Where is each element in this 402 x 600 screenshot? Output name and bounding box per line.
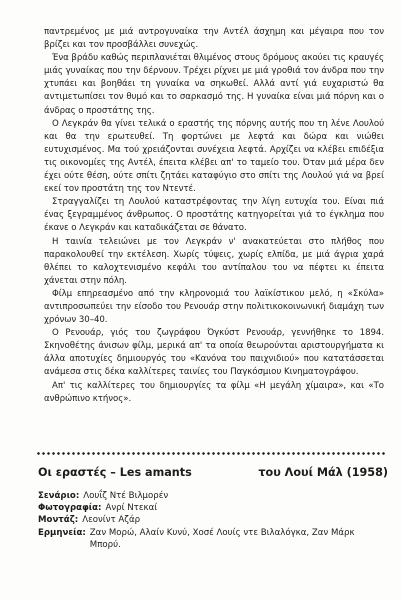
credit-row-photography [38,502,384,514]
film-heading [38,466,388,479]
credit-value: Λεονίντ Αζάρ [82,515,141,526]
credit-value: Ανρί Ντεκαί [105,503,158,514]
credit-value: Λουΐζ Ντέ Βιλμορέν [83,491,169,501]
credit-row-cast [38,527,384,551]
paragraph-6: Φίλμ επηρεασμένο από την κληρονομιά του λαϊκίστικου μελό, η «Σκύλα» αντιπροσωπεύει την είσοδο του Ρενουάρ στην πολιτικοκοινωνική διαμάχη των χρόνων 30–40. [44,288,384,326]
film-director: του Λουί Μάλ (1958) [258,466,388,479]
credit-row-screenplay [38,490,384,502]
credit-row-editing [38,514,384,526]
dotted-divider [36,452,386,455]
paragraph-4: Στραγγαλίζει τη Λουλού καταστρέφοντας την λίγη ευτυχία του. Είναι πιά ένας ξεγραμμένος άνθρωπος. Ο προστάτης κατηγορείται γιά το έγκλημα που έκανε ο Λεγκράν και καταδικάζεται σε θάνατο. [44,197,384,234]
film-title: Οι εραστές – Les amants [38,466,192,479]
paragraph-3: Ο Λεγκράν θα γίνει τελικά ο εραστής της πόρνης αυτής που τη λένε Λουλού και θα την ερωτευθεί. Τη φορτώνει με λεφτά και δώρα και νιώθει ευτυχισμένος. Μα τού χρειάζονται συνέχεια λεφτά. Αρχίζει να κλέβει επιδέξια τις οικονομίες της Αντέλ, έπειτα κλέβει απ' το ταμείο του. Όταν μιά μέρα δεν έχει ούτε θέση, ούτε σπίτι ζητάει καταφύγιο στο σπίτι της Λουλού γιά να βρεί εκεί τον προστάτη της τον Ντεντέ. [44,118,384,195]
paragraph-5: Η ταινία τελειώνει με τον Λεγκράν ν' ανακατεύεται στο πλήθος που παρακολουθεί την εκτέλεση. Χωρίς τύψεις, χωρίς ελπίδα, με μιά άγρια χαρά θλέπει το καλοχτενισμένο κεφάλι του αντίπαλου του να πέφτει κι έπειτα χάνεται στην πόλη. [44,236,384,286]
paragraph-8: Απ' τις καλλίτερες του δημιουργίες τα φίλμ «Η μεγάλη χίμαιρα», και «Το ανθρώπινο κτήνος». [44,380,384,404]
film-credits [38,490,384,551]
article-body [44,26,384,406]
credit-label: Φωτογραφία: [38,503,102,514]
credit-label: Σενάριο: [38,491,80,501]
paragraph-2: Ένα βράδυ καθώς περιπλανιέται θλιμένος στους δρόμους ακούει τις κραυγές μιάς γυναίκας που την δέρνουν. Τρέχει ρίχνει με μιά γροθιά τον άνδρα που την χτυπάει και βοηθάει τη γυναίκα να σηκωθεί. Αλλά αντί γιά ευχαριστώ θα αντιμετωπίσει τον θυμό και το σαρκασμό της. Η γυναίκα είναι μιά πόρνη και ο άνδρας ο προστάτης της. [44,53,384,116]
credit-label: Ερμηνεία: [38,527,86,538]
paragraph-1: παντρεμένος με μιά αντρογυναίκα την Αντέλ άσχημη και μέγαιρα που τον βρίζει και τον προσβάλλει συνεχώς. [44,27,384,51]
credit-value: Ζαν Μορώ, Αλαίν Κυνύ, Χοσέ Λουίς ντε Βιλαλόγκα, Ζαν Μάρκ Μπορύ. [89,527,355,550]
paragraph-7: Ο Ρενουάρ, γιός του ζωγράφου Όγκύστ Ρενουάρ, γεννήθηκε το 1894. Σκηνοθέτης άνισων φίλμ, μερικά απ' τα οποία θεωρούνται αριστουργήματα κι άλλα αποτυχίες δημιουργός του «Κανόνα του παιχνιδιού» που κατατάσσεται ανάμεσα στις δέκα καλλίτερες ταινίες του Παγκόσμιου Κινηματογράφου. [44,328,384,378]
credit-label: Μοντάζ: [38,515,79,526]
